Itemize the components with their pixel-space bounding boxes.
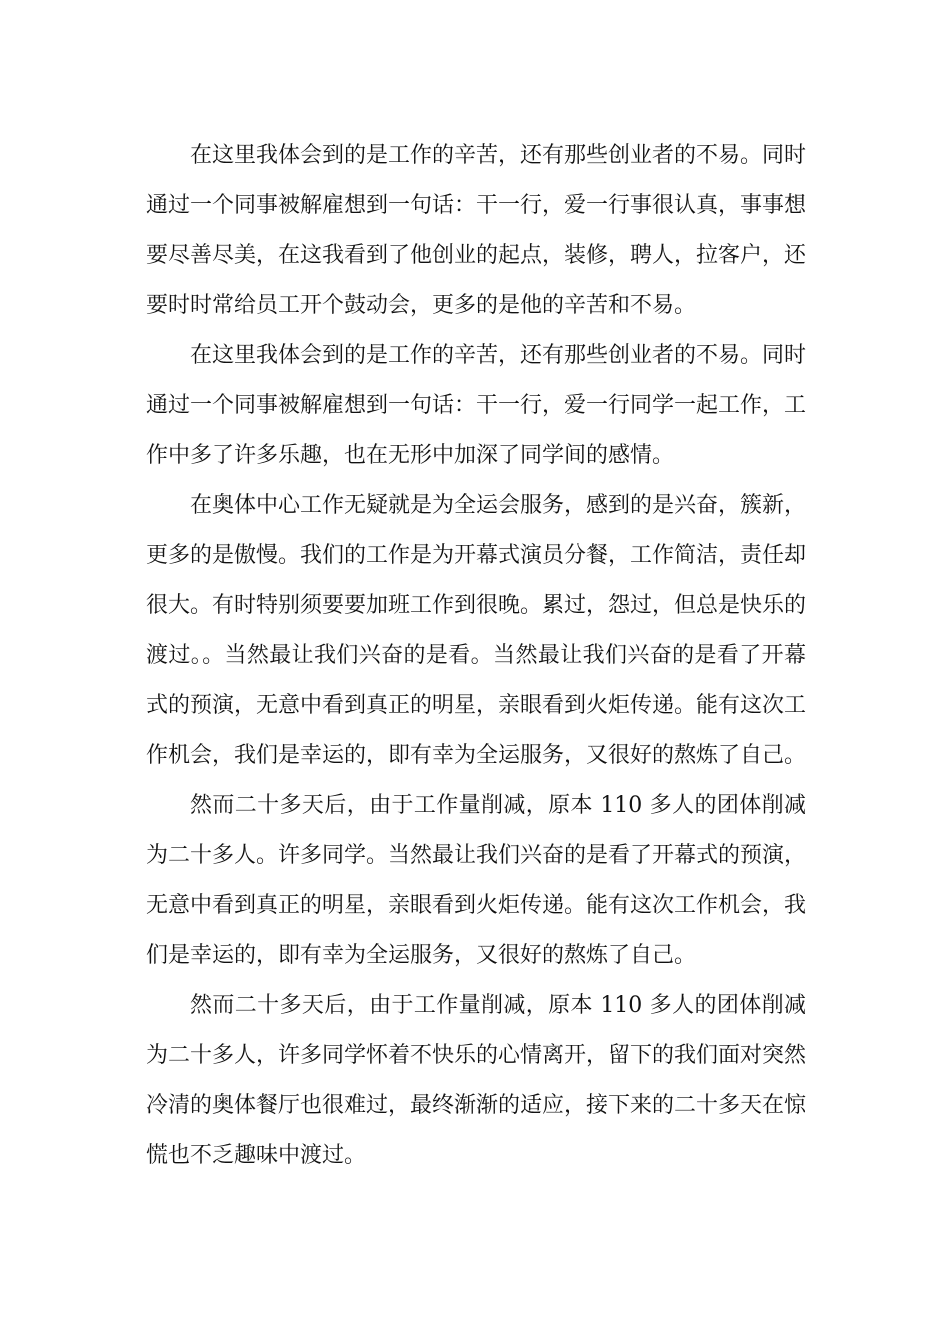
paragraph-1: 在这里我体会到的是工作的辛苦，还有那些创业者的不易。同时通过一个同事被解雇想到一句话：干一行，爱一行事很认真，事事想要尽善尽美，在这我看到了他创业的起点，装修，聘人，拉客户，还要时时常给员工开个鼓动会，更多的是他的辛苦和不易。 (146, 143, 807, 318)
paragraph-4: 然而二十多天后，由于工作量削减，原本 110 多人的团体削减为二十多人。许多同学。当然最让我们兴奋的是看了开幕式的预演，无意中看到真正的明星，亲眼看到火炬传递。能有这次工作机会，我们是幸运的，即有幸为全运服务，又很好的熬炼了自己。 (146, 793, 807, 968)
paragraph-5: 然而二十多天后，由于工作量削减，原本 110 多人的团体削减为二十多人，许多同学怀着不快乐的心情离开，留下的我们面对突然冷清的奥体餐厅也很难过，最终渐渐的适应，接下来的二十多天在惊慌也不乏趣味中渡过。 (146, 993, 807, 1168)
document-body (146, 131, 806, 1181)
paragraph-2: 在这里我体会到的是工作的辛苦，还有那些创业者的不易。同时通过一个同事被解雇想到一句话：干一行，爱一行同学一起工作，工作中多了许多乐趣，也在无形中加深了同学间的感情。 (146, 343, 807, 468)
paragraph-3: 在奥体中心工作无疑就是为全运会服务，感到的是兴奋，簇新，更多的是傲慢。我们的工作是为开幕式演员分餐，工作简洁，责任却很大。有时特别须要要加班工作到很晚。累过，怨过，但总是快乐的渡过。。当然最让我们兴奋的是看。当然最让我们兴奋的是看了开幕式的预演，无意中看到真正的明星，亲眼看到火炬传递。能有这次工作机会，我们是幸运的，即有幸为全运服务，又很好的熬炼了自己。 (146, 493, 807, 768)
